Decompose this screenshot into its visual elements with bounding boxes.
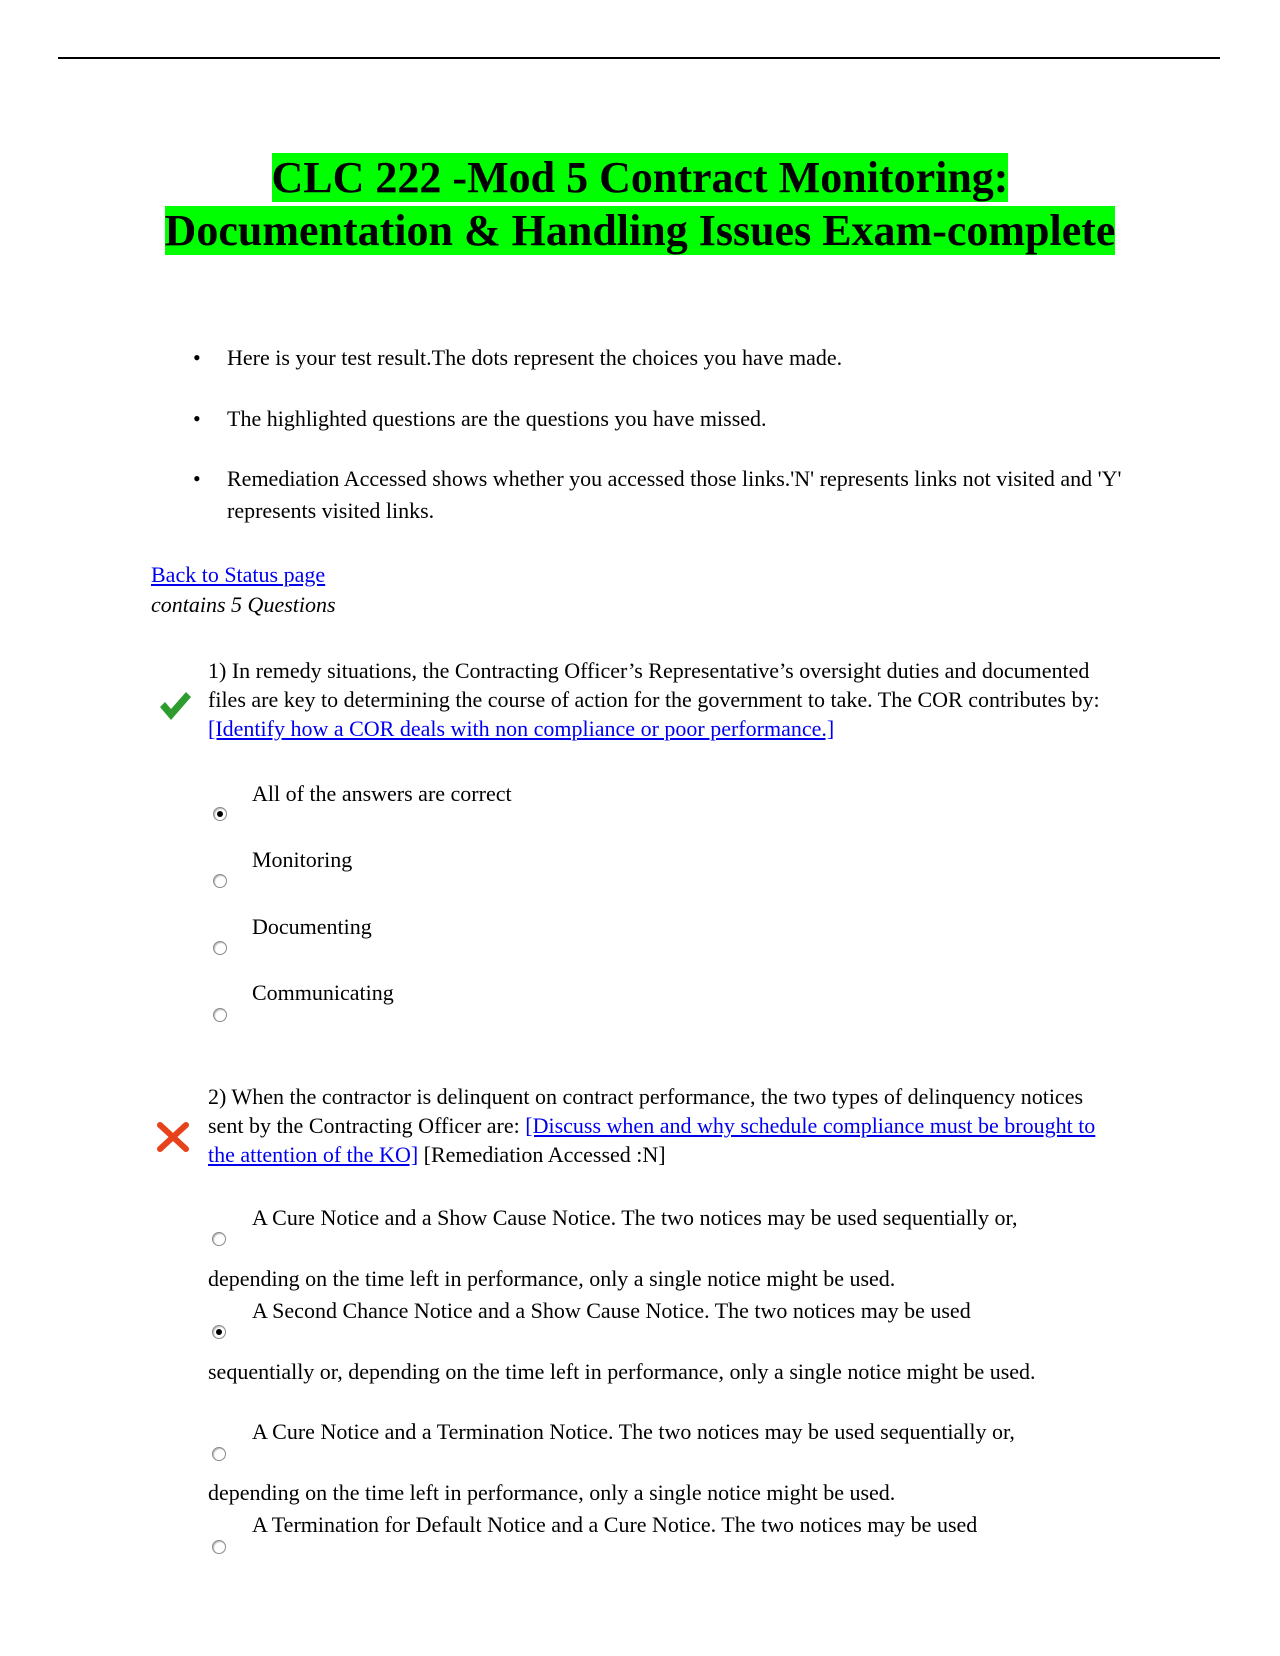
header-rule [58,57,1220,59]
q2-option-label: A Cure Notice and a Termination Notice. The two notices may be used sequentially or, [252,1419,1015,1444]
q2-option-radio[interactable] [212,1232,226,1246]
instruction-list [190,342,1130,527]
question-2-text: 2) When the contractor is delinquent on contract performance, the two types of delinquency notices sent by the Contracting Officer are: [208,1084,1084,1138]
question-2-remediation-link[interactable]: [Discuss when and why schedule compliance must be brought to the attention of the KO] [208,1113,1096,1167]
instruction-item: • The highlighted questions are the questions you have missed. [190,403,1130,435]
q2-option-label: A Termination for Default Notice and a Cure Notice. The two notices may be used [252,1512,978,1537]
q2-option-label: A Cure Notice and a Show Cause Notice. The two notices may be used sequentially or, [252,1205,1018,1230]
q1-option-label: Communicating [252,980,394,1005]
q2-option-label-continued: sequentially or, depending on the time left in performance, only a single notice might be used. [208,1359,1036,1384]
question-count: contains 5 Questions [151,592,336,617]
q1-option-radio[interactable] [213,1008,227,1022]
q1-option-radio[interactable] [213,941,227,955]
q2-option-label-continued: depending on the time left in performance, only a single notice might be used. [208,1480,896,1505]
question-2 [208,1082,1108,1169]
instruction-item: • Remediation Accessed shows whether you accessed those links.'N' represents links not visited and 'Y' represents visited links. [190,463,1130,527]
checkmark-icon [158,690,192,722]
page-title-text: CLC 222 -Mod 5 Contract Monitoring: Documentation & Handling Issues Exam-complete [164,153,1116,255]
cross-icon [156,1122,190,1152]
instruction-item: • Here is your test result.The dots represent the choices you have made. [190,342,1130,374]
question-1-remediation-link[interactable]: [Identify how a COR deals with non compliance or poor performance.] [208,716,835,741]
q2-option-radio-selected[interactable] [212,1325,226,1339]
q1-option-label: Monitoring [252,847,353,872]
q2-option-label-continued: depending on the time left in performance, only a single notice might be used. [208,1266,896,1291]
q2-option-label: A Second Chance Notice and a Show Cause Notice. The two notices may be used [252,1298,971,1323]
back-to-status-link[interactable]: Back to Status page [151,562,326,587]
q1-option-label: All of the answers are correct [252,781,512,806]
q2-option-radio[interactable] [212,1540,226,1554]
page-title [150,151,1130,257]
question-1-text: 1) In remedy situations, the Contracting Officer’s Representative’s oversight duties and documented files are key to determining the course of action for the government to take. The COR contributes by: [208,658,1100,712]
q1-option-radio[interactable] [213,874,227,888]
q2-option-radio[interactable] [212,1447,226,1461]
question-1 [208,656,1108,743]
q1-option-radio-selected[interactable] [213,807,227,821]
question-2-remediation-status: [Remediation Accessed :N] [418,1142,666,1167]
q1-option-label: Documenting [252,914,372,939]
